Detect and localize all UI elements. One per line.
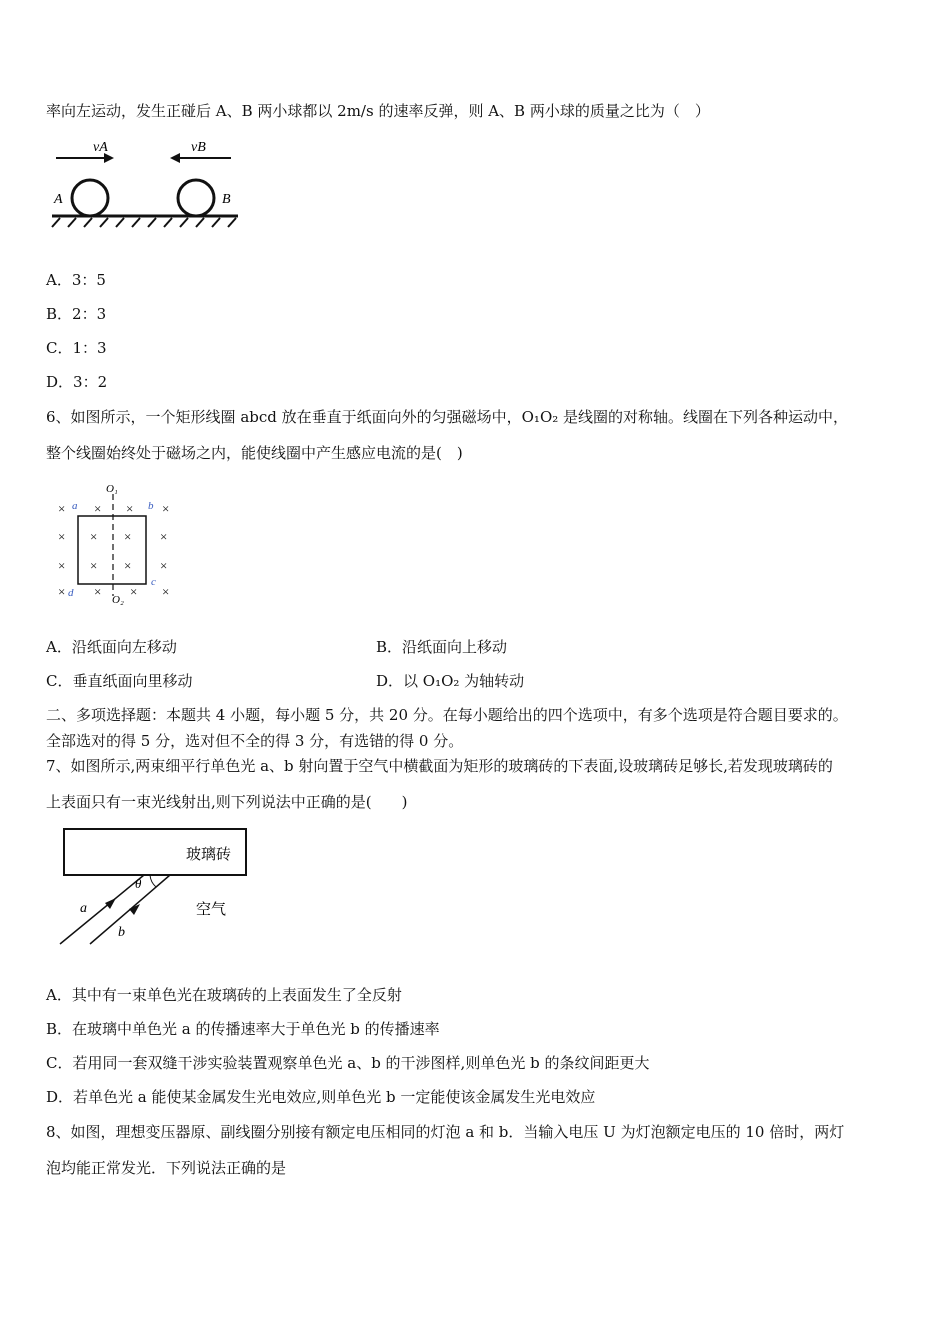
collision-figure xyxy=(46,134,246,230)
label-o1: O₁ xyxy=(106,483,118,495)
svg-text:×: × xyxy=(94,584,102,599)
q5-stem: 率向左运动，发生正碰后 A、B 两小球都以 2m/s 的速率反弹，则 A、B 两小球的质量之比为（ ） xyxy=(46,102,710,120)
svg-text:×: × xyxy=(124,558,132,573)
q6-option-a[interactable]: A．沿纸面向左移动 xyxy=(46,638,177,656)
q7-option-d[interactable]: D．若单色光 a 能使某金属发生光电效应,则单色光 b 一定能使该金属发生光电效应 xyxy=(46,1088,596,1106)
q5-option-d[interactable]: D．3：2 xyxy=(46,373,108,391)
q7-stem-line2: 上表面只有一束光线射出,则下列说法中正确的是( ) xyxy=(46,793,408,811)
q6-option-b[interactable]: B．沿纸面向上移动 xyxy=(376,638,508,656)
theta-label: θ xyxy=(135,876,142,891)
q6-option-c[interactable]: C．垂直纸面向里移动 xyxy=(46,672,193,690)
svg-text:×: × xyxy=(160,558,168,573)
q5-option-a[interactable]: A．3：5 xyxy=(46,271,106,289)
svg-text:×: × xyxy=(126,501,134,516)
ray-a-label: a xyxy=(80,901,87,916)
q6-option-d[interactable]: D．以 O₁O₂ 为轴转动 xyxy=(376,672,525,690)
va-label: vA xyxy=(93,140,108,155)
q6-stem-line1: 6、如图所示，一个矩形线圈 abcd 放在垂直于纸面向外的匀强磁场中，O₁O₂ 是线圈的对称轴。线圈在下列各种运动中， xyxy=(46,408,849,426)
vb-arrow-head xyxy=(170,153,180,163)
section2-heading-line1: 二、多项选择题：本题共 4 小题，每小题 5 分，共 20 分。在每小题给出的四个选项中，有多个选项是符合题目要求的。 xyxy=(46,706,848,724)
q8-stem-line2: 泡均能正常发光．下列说法正确的是 xyxy=(46,1159,287,1177)
label-b: b xyxy=(148,500,154,512)
angle-arc xyxy=(150,875,156,887)
section2-heading-line2: 全部选对的得 5 分，选对但不全的得 3 分，有选错的得 0 分。 xyxy=(46,732,464,750)
q7-option-b[interactable]: B．在玻璃中单色光 a 的传播速率大于单色光 b 的传播速率 xyxy=(46,1020,440,1038)
q8-stem-line1: 8、如图，理想变压器原、副线圈分别接有额定电压相同的灯泡 a 和 b．当输入电压 U 为灯泡额定电压的 10 倍时，两灯 xyxy=(46,1123,845,1141)
q5-option-b[interactable]: B．2：3 xyxy=(46,305,107,323)
label-d: d xyxy=(68,587,74,599)
svg-text:×: × xyxy=(94,501,102,516)
svg-text:×: × xyxy=(58,529,66,544)
ground-hatch xyxy=(52,218,236,227)
svg-text:×: × xyxy=(124,529,132,544)
svg-text:×: × xyxy=(162,584,170,599)
ball-b xyxy=(178,180,214,216)
glass-label: 玻璃砖 xyxy=(186,847,232,863)
label-o2: O₂ xyxy=(112,594,124,606)
coil-figure xyxy=(54,478,184,608)
ray-b-label: b xyxy=(118,925,125,940)
svg-text:×: × xyxy=(90,558,98,573)
q5-option-c[interactable]: C．1：3 xyxy=(46,339,107,357)
q7-option-c[interactable]: C．若用同一套双缝干涉实验装置观察单色光 a、b 的干涉图样,则单色光 b 的条纹间距更大 xyxy=(46,1054,650,1072)
svg-text:×: × xyxy=(58,584,66,599)
q7-option-a[interactable]: A．其中有一束单色光在玻璃砖的上表面发生了全反射 xyxy=(46,986,402,1004)
svg-text:×: × xyxy=(130,584,138,599)
q6-stem-line2: 整个线圈始终处于磁场之内，能使线圈中产生感应电流的是( ) xyxy=(46,444,463,462)
svg-text:×: × xyxy=(58,558,66,573)
svg-text:×: × xyxy=(58,501,66,516)
ball-a xyxy=(72,180,108,216)
svg-text:×: × xyxy=(162,501,170,516)
coil-rectangle xyxy=(78,516,146,584)
label-a: a xyxy=(72,500,78,512)
air-label: 空气 xyxy=(196,902,227,918)
ball-a-label: A xyxy=(54,192,63,207)
ray-a-arrow xyxy=(105,898,116,909)
glass-brick-figure xyxy=(58,826,254,950)
ball-b-label: B xyxy=(222,192,231,207)
q7-stem-line1: 7、如图所示,两束细平行单色光 a、b 射向置于空气中横截面为矩形的玻璃砖的下表面,设玻璃砖足够长,若发现玻璃砖的 xyxy=(46,757,833,775)
svg-text:×: × xyxy=(90,529,98,544)
label-c: c xyxy=(151,576,156,588)
vb-label: vB xyxy=(191,140,206,155)
svg-text:×: × xyxy=(160,529,168,544)
